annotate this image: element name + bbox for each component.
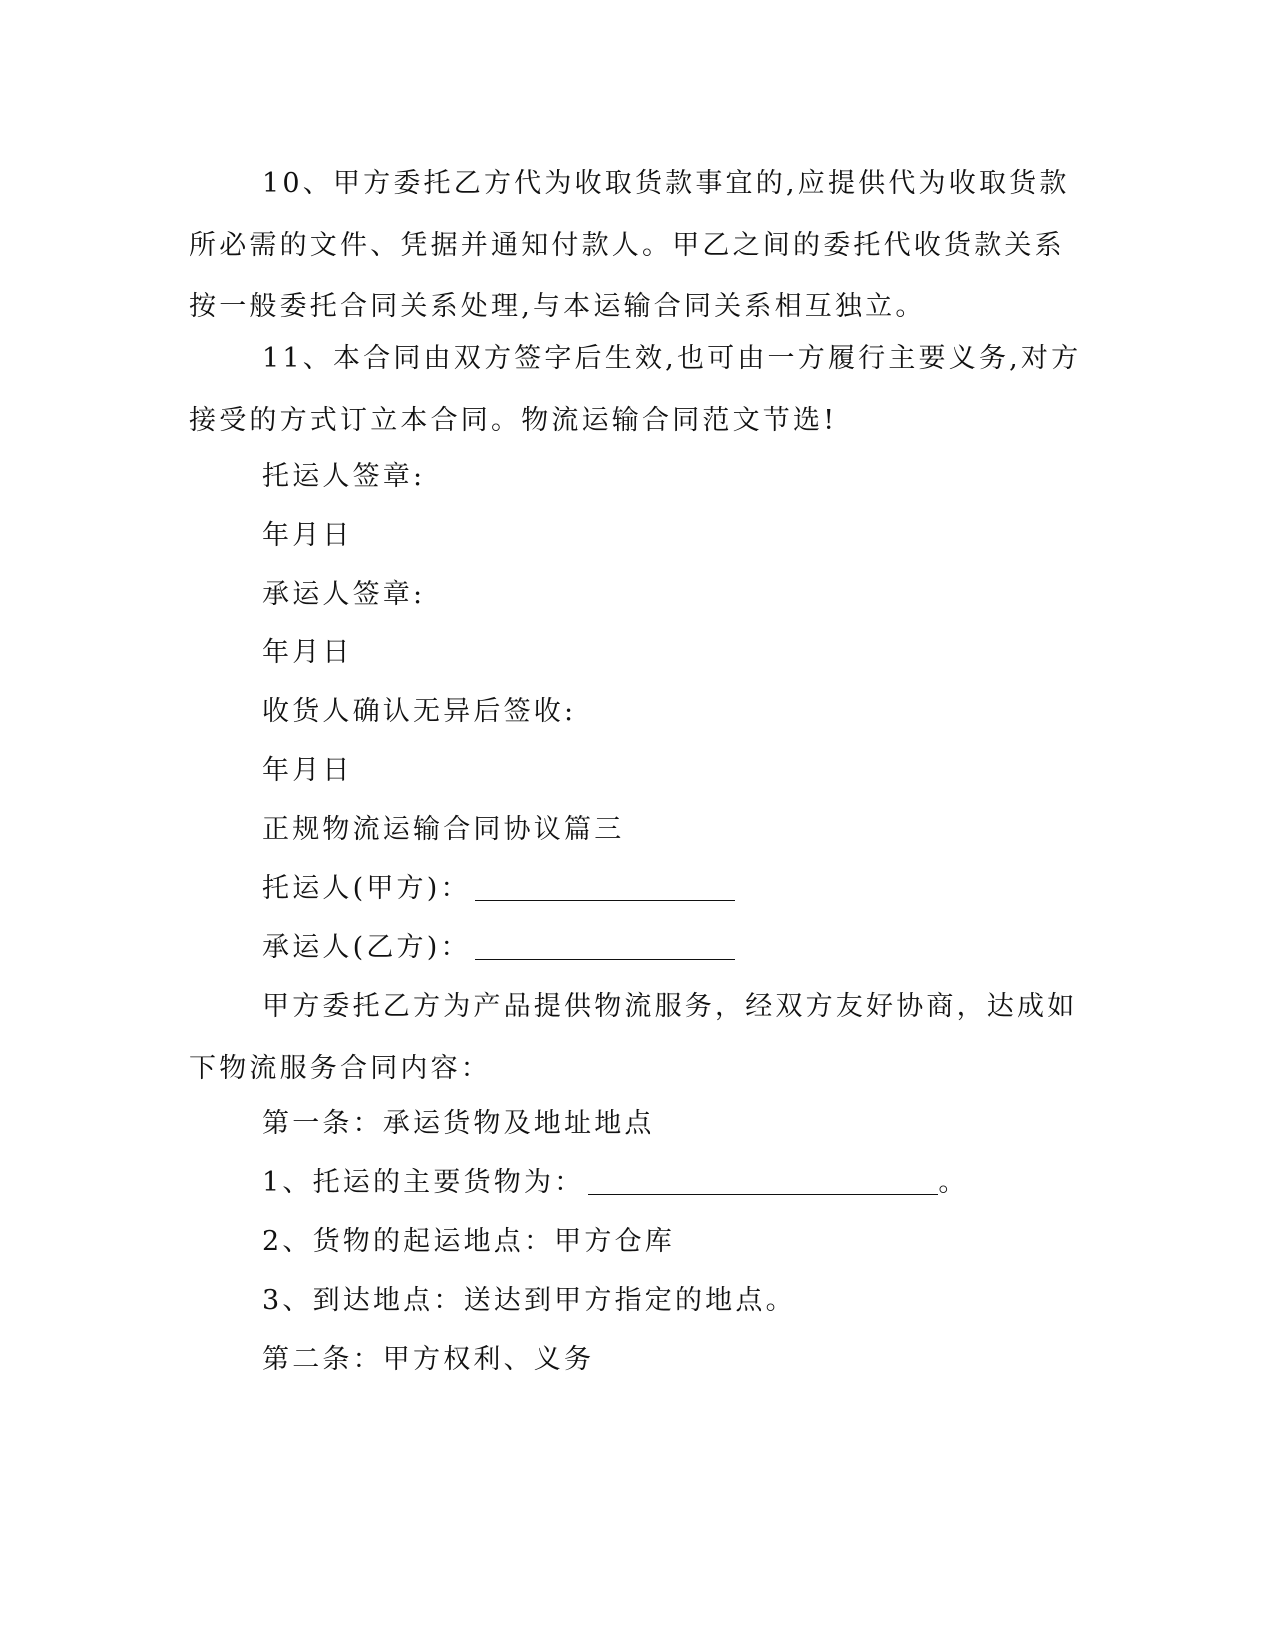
date-line-2: 年月日 (262, 637, 353, 668)
item-3-line: 3、到达地点：送达到甲方指定的地点。 (262, 1285, 796, 1316)
carrier-signature-label: 承运人签章: (262, 579, 426, 610)
item-1-line (262, 1152, 969, 1214)
party-a-line (262, 858, 735, 920)
consignee-signature-label: 收货人确认无异后签收: (262, 696, 577, 727)
party-b-line (262, 917, 735, 979)
date-line-3: 年月日 (262, 755, 353, 786)
party-b-blank[interactable] (475, 933, 735, 960)
party-a-label: 托运人(甲方)： (262, 873, 471, 904)
item-1-blank[interactable] (588, 1168, 938, 1195)
article-2-title: 第二条：甲方权利、义务 (262, 1344, 595, 1375)
date-line-1: 年月日 (262, 520, 353, 551)
intro-paragraph: 甲方委托乙方为产品提供物流服务，经双方友好协商，达成如下物流服务合同内容： (189, 991, 1078, 1084)
section-title: 正规物流运输合同协议篇三 (262, 814, 625, 845)
clause-10-paragraph: 10、甲方委托乙方代为收取货款事宜的,应提供代为收取货款所必需的文件、凭据并通知付款人。甲乙之间的委托代收货款关系按一般委托合同关系处理,与本运输合同关系相互独立。 (189, 168, 1070, 322)
shipper-signature-label: 托运人签章: (262, 461, 426, 492)
item-1-suffix: 。 (938, 1167, 969, 1198)
party-a-blank[interactable] (475, 874, 735, 901)
clause-11-paragraph: 11、本合同由双方签字后生效,也可由一方履行主要义务,对方接受的方式订立本合同。物流运输合同范文节选! (189, 343, 1082, 436)
item-2-line: 2、货物的起运地点：甲方仓库 (262, 1226, 675, 1257)
party-b-label: 承运人(乙方)： (262, 932, 471, 963)
item-1-label: 1、托运的主要货物为： (262, 1167, 585, 1198)
article-1-title: 第一条：承运货物及地址地点 (262, 1108, 655, 1139)
